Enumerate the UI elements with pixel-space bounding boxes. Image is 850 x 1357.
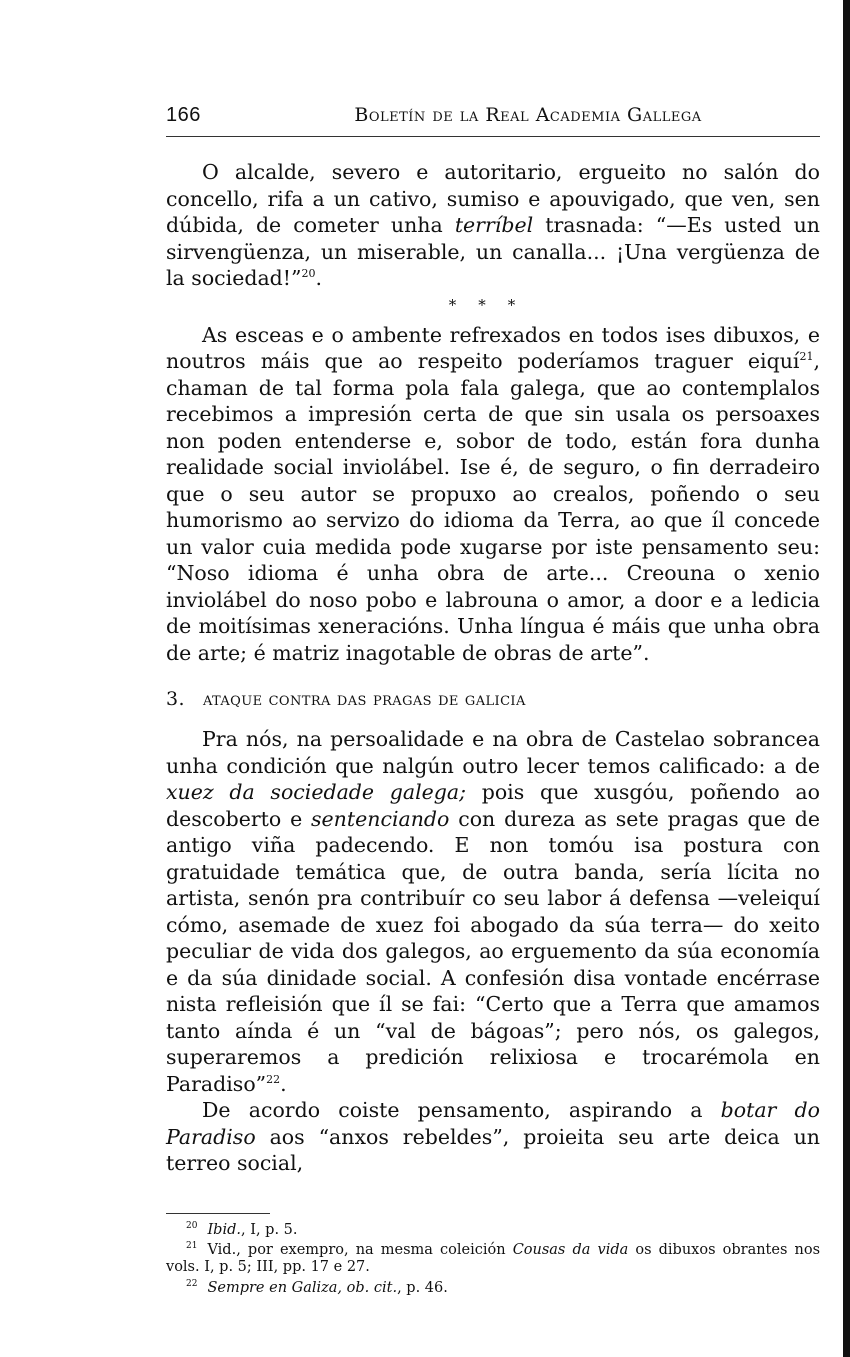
- running-title: Boletín de la Real Academia Gallega: [354, 104, 702, 126]
- footnote-21: $^{21}$ Vid., por exempro, na mesma coleición Cousas da vida os dibuxos obrantes nos vols. I, p. 5; III, pp. 17 e 27.: [166, 1241, 821, 1276]
- emphasis: xuez da sociedade galega;: [166, 780, 467, 804]
- footnote-22: $^{22}$ Sempre en Galiza, ob. cit., p. 46.: [186, 1279, 448, 1296]
- page-edge-shadow: [843, 0, 850, 1357]
- section-heading: [166, 688, 820, 710]
- header-rule: [166, 136, 820, 137]
- footnote-ref: 21: [799, 350, 814, 364]
- page-number: 166: [166, 104, 201, 126]
- footnote-rule: [166, 1213, 270, 1214]
- emphasis: terríbel: [454, 213, 534, 237]
- paragraph-3: Pra nós, na persoalidade e na obra de Castelao sobrancea unha condición que nalgún outro lecer temos calificado: a de xuez da sociedade galega; pois que xusgóu, poñendo ao descoberto e sentenciando con dureza as sete pragas que de antigo viña padecendo. E non tomóu isa postura con gratuidade temática que, de outra banda, sería lícita no artista, senón pra contribuír co seu labor á defensa —veleiquí cómo, asemade de xuez foi abogado da súa terra— do xeito peculiar de vida dos galegos, ao erguemento da súa economía e da súa dinidade social. A confesión disa vontade encérrase nista refleisión que íl se fai: “Certo que a Terra que amamos tanto aínda é un “val de bágoas”; pero nós, os galegos, superaremos a predición relixiosa e trocarémola en Paradiso”$^{22}$.: [166, 727, 820, 1096]
- paragraph-2: As esceas e o ambente refrexados en todos ises dibuxos, e noutros máis que ao respeito poderíamos traguer eiquí$^{21}$, chaman de tal forma pola fala galega, que ao contemplalos recebimos a impresión certa de que sin usala os persoaxes non poden entenderse e, sobor de todo, están fora dunha realidade social inviolábel. Ise é, de seguro, o fin derradeiro que o seu autor se propuxo ao crealos, poñendo o seu humorismo ao servizo do idioma da Terra, ao que íl concede un valor cuia medida pode xugarse por iste pensamento seu: “Noso idioma é unha obra de arte... Creouna o xenio inviolábel do noso pobo e labrouna o amor, a door e a ledicia de moitísimas xeneracións. Unha língua é máis que unha obra de arte; é matriz inagotable de obras de arte”.: [166, 322, 820, 665]
- section-number: 3.: [166, 688, 185, 710]
- emphasis: sentenciando: [311, 806, 450, 831]
- paragraph-1: O alcalde, severo e autoritario, ergueito no salón do concello, rifa a un cativo, sumiso e apouvigado, que ven, sen dúbida, de cometer unha terríbel trasnada: “—Es usted un sirvengüenza, un miserable, un canalla... ¡Una vergüenza de la sociedad!”$^{20}$.: [166, 160, 820, 290]
- footnote-ref: 22: [266, 1072, 281, 1086]
- footnote-ref: 20: [301, 267, 316, 281]
- running-header: [166, 104, 820, 134]
- emphasis: botar do Paradiso: [166, 1098, 820, 1149]
- section-break-asterisks: ***: [448, 295, 538, 314]
- section-title: ataque contra das pragas de galicia: [202, 689, 526, 710]
- paragraph-4: De acordo coiste pensamento, aspirando a botar do Paradiso aos “anxos rebeldes”, proieita seu arte deica un terreo social,: [166, 1098, 820, 1175]
- page: [166, 104, 820, 1297]
- footnote-20: $^{20}$ Ibid., I, p. 5.: [186, 1220, 298, 1238]
